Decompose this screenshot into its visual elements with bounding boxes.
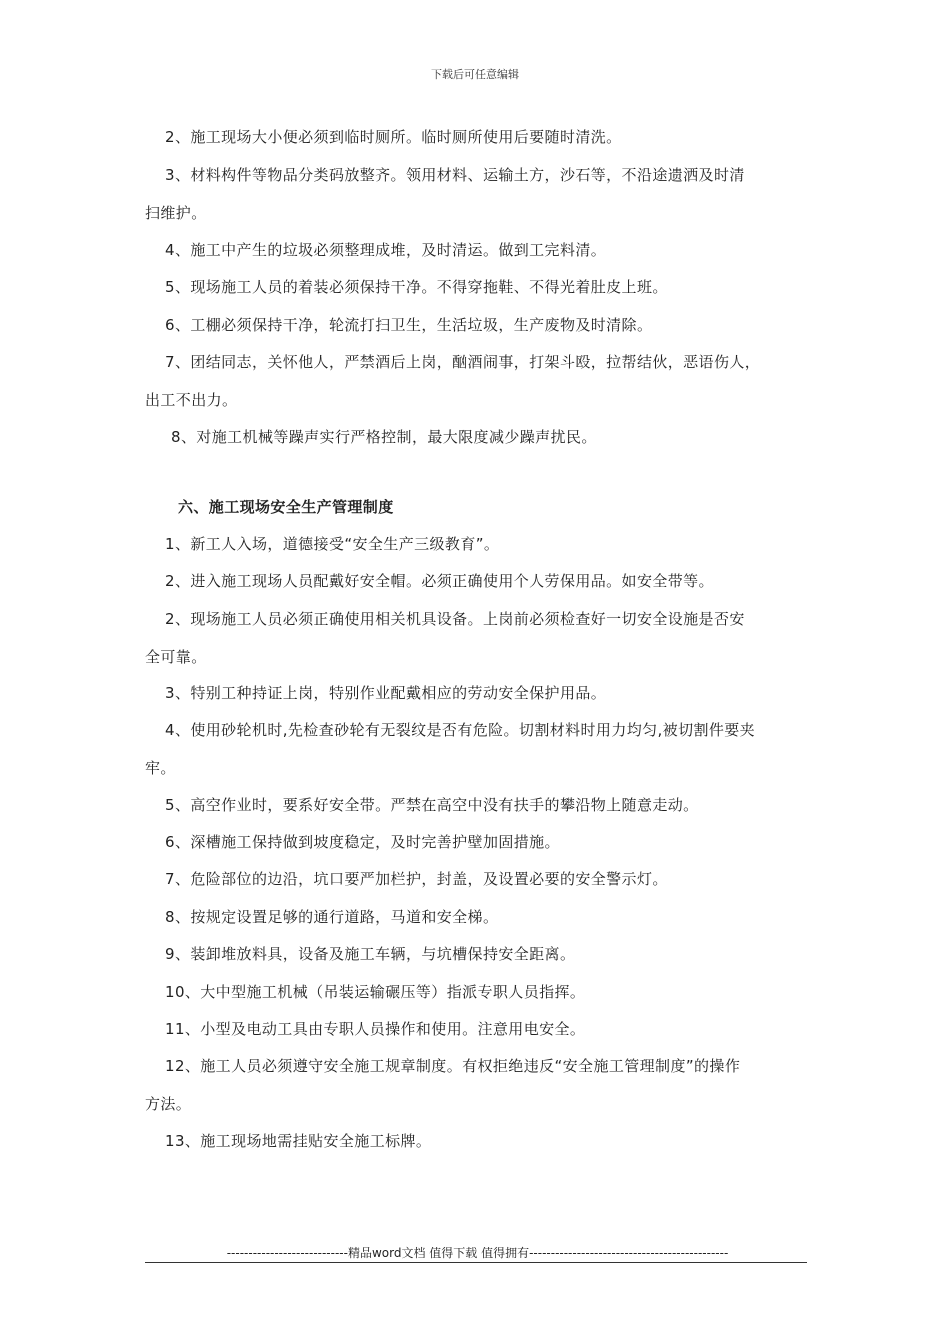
list-item: 8、按规定设置足够的通行道路，马道和安全梯。 [165,908,499,926]
list-item: 13、施工现场地需挂贴安全施工标牌。 [165,1132,432,1150]
footer-divider [145,1262,807,1263]
list-item: 1、新工人入场，道德接受“安全生产三级教育”。 [165,535,500,553]
paragraph: 8、对施工机械等躁声实行严格控制，最大限度减少躁声扰民。 [171,428,597,446]
paragraph: 5、现场施工人员的着装必须保持干净。不得穿拖鞋、不得光着肚皮上班。 [165,278,668,296]
list-item: 2、进入施工现场人员配戴好安全帽。必须正确使用个人劳保用品。如安全带等。 [165,572,714,590]
list-item: 10、大中型施工机械（吊装运输碾压等）指派专职人员指挥。 [165,983,586,1001]
paragraph: 2、施工现场大小便必须到临时厕所。临时厕所使用后要随时清洗。 [165,128,622,146]
page-footer: ----------------------------精品word文档 值得下载 值得拥有---------------------------------------------- [226,1246,729,1260]
list-item-continuation: 全可靠。 [145,648,207,666]
paragraph: 3、材料构件等物品分类码放整齐。领用材料、运输土方，沙石等，不沿途遗洒及时清 [165,166,745,184]
list-item: 3、特别工种持证上岗，特别作业配戴相应的劳动安全保护用品。 [165,684,607,702]
list-item-continuation: 方法。 [145,1095,192,1113]
list-item: 7、危险部位的边沿，坑口要严加栏护，封盖，及设置必要的安全警示灯。 [165,870,668,888]
list-item-continuation: 牢。 [145,759,176,777]
paragraph-continuation: 扫维护。 [145,204,207,222]
list-item: 9、装卸堆放料具，设备及施工车辆，与坑槽保持安全距离。 [165,945,576,963]
paragraph: 4、施工中产生的垃圾必须整理成堆，及时清运。做到工完料清。 [165,241,607,259]
list-item: 4、使用砂轮机时,先检查砂轮有无裂纹是否有危险。切割材料时用力均匀,被切割件要夹 [165,721,756,739]
paragraph: 7、团结同志，关怀他人，严禁酒后上岗，酗酒闹事，打架斗殴，拉帮结伙，恶语伤人， [165,353,761,371]
list-item: 5、高空作业时，要系好安全带。严禁在高空中没有扶手的攀沿物上随意走动。 [165,796,699,814]
list-item: 6、深槽施工保持做到坡度稳定，及时完善护壁加固措施。 [165,833,560,851]
list-item: 12、施工人员必须遵守安全施工规章制度。有权拒绝违反“安全施工管理制度”的操作 [165,1057,741,1075]
paragraph-continuation: 出工不出力。 [145,391,238,409]
paragraph: 6、工棚必须保持干净，轮流打扫卫生，生活垃圾，生产废物及时清除。 [165,316,653,334]
list-item: 11、小型及电动工具由专职人员操作和使用。注意用电安全。 [165,1020,586,1038]
page-header: 下载后可任意编辑 [431,68,519,81]
section-title: 六、施工现场安全生产管理制度 [178,498,394,516]
list-item: 2、现场施工人员必须正确使用相关机具设备。上岗前必须检查好一切安全设施是否安 [165,610,745,628]
